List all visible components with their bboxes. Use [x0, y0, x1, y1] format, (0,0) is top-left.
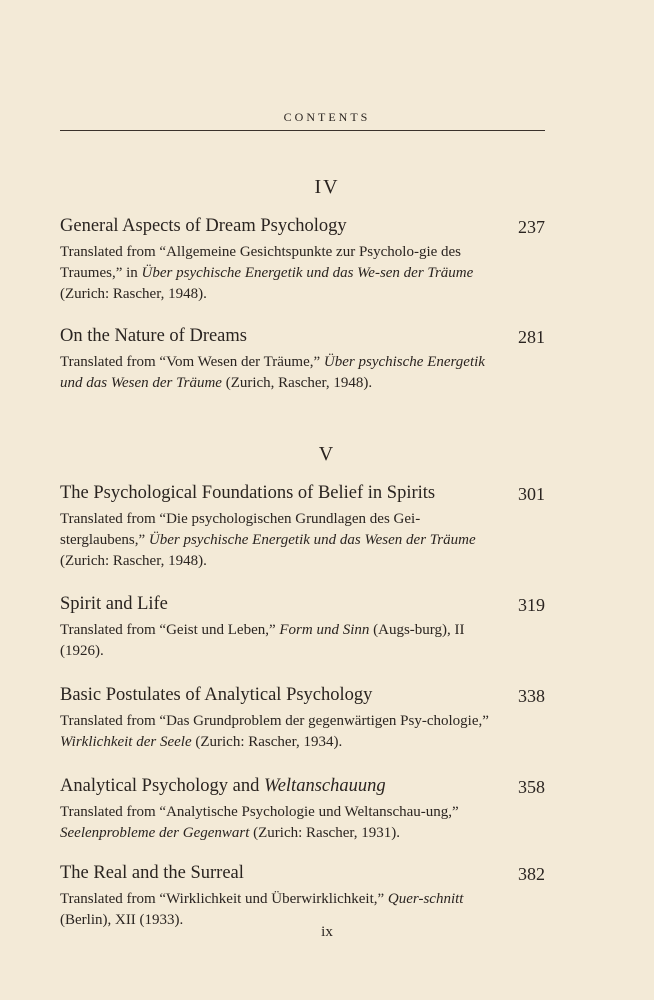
- note-text: (Zurich: Rascher, 1934).: [191, 734, 343, 750]
- note-text: Analytical Psychology and: [60, 776, 264, 796]
- part-heading-iv: IV: [314, 176, 340, 198]
- entry-note: [60, 802, 500, 844]
- entry-note: [60, 242, 500, 305]
- entry-page-number: 301: [518, 484, 545, 504]
- entry-note: [60, 711, 500, 753]
- note-text: Translated from “Wirklichkeit und Überwirklichkeit,”: [60, 891, 388, 907]
- entry-title: The Real and the Surreal: [60, 863, 244, 883]
- entry-note: [60, 509, 500, 572]
- note-text: (Zurich: Rascher, 1931).: [249, 825, 400, 841]
- toc-entry[interactable]: [60, 594, 545, 662]
- entry-title: General Aspects of Dream Psychology: [60, 216, 347, 236]
- note-text: (Zurich: Rascher, 1948).: [60, 553, 207, 569]
- running-head: CONTENTS: [283, 110, 371, 124]
- note-text: (Augs-burg), II (1926).: [60, 622, 465, 659]
- entry-page-number: 281: [518, 327, 545, 347]
- italic-title-text: Über psychische Energetik und das Wesen der Träume: [148, 532, 476, 548]
- italic-title-text: Über psychische Energetik und das Wesen der Träume: [60, 354, 485, 391]
- note-text: Translated from “Analytische Psychologie und Weltanschau-ung,”: [60, 804, 459, 820]
- toc-entry[interactable]: [60, 216, 545, 305]
- italic-title-text: Wirklichkeit der Seele: [60, 734, 192, 750]
- page-folio: ix: [321, 924, 333, 940]
- entry-title: The Psychological Foundations of Belief in Spirits: [60, 483, 436, 503]
- note-text: Translated from “Vom Wesen der Träume,”: [60, 354, 324, 370]
- entry-page-number: 237: [518, 217, 545, 237]
- italic-title-text: Über psychische Energetik und das We-sen der Träume: [141, 265, 474, 281]
- note-text: Translated from “Geist und Leben,”: [60, 622, 280, 638]
- toc-entry[interactable]: [60, 685, 545, 753]
- italic-title-text: Quer-schnitt: [387, 891, 464, 907]
- entry-note: [60, 620, 500, 662]
- entry-title: On the Nature of Dreams: [60, 326, 247, 346]
- entry-note: [60, 352, 500, 394]
- toc-entry[interactable]: [60, 326, 545, 394]
- header-rule: [60, 130, 545, 131]
- entry-page-number: 319: [518, 595, 545, 615]
- entry-title: Spirit and Life: [60, 594, 168, 614]
- entry-page-number: 358: [518, 777, 545, 797]
- entry-title: [60, 776, 386, 796]
- part-heading-v: V: [318, 443, 336, 465]
- entry-page-number: 338: [518, 686, 545, 706]
- entry-title: Basic Postulates of Analytical Psychology: [60, 685, 373, 705]
- italic-title-text: Form und Sinn: [279, 622, 370, 638]
- italic-title-text: Seelenprobleme der Gegenwart: [60, 825, 250, 841]
- toc-entry[interactable]: [60, 863, 545, 931]
- italic-title-text: Weltanschauung: [263, 776, 386, 796]
- toc-entry[interactable]: [60, 483, 545, 572]
- entry-page-number: 382: [518, 864, 545, 884]
- toc-entry[interactable]: [60, 776, 545, 844]
- note-text: Translated from “Allgemeine Gesichtspunkte zur Psycholo-gie des Traumes,” in: [60, 244, 462, 281]
- note-text: (Zurich: Rascher, 1948).: [60, 286, 207, 302]
- note-text: Translated from “Das Grundproblem der gegenwärtigen Psy-chologie,”: [60, 713, 489, 729]
- note-text: (Berlin), XII (1933).: [60, 912, 184, 928]
- note-text: Translated from “Die psychologischen Grundlagen des Gei-sterglaubens,”: [60, 511, 421, 548]
- note-text: (Zurich, Rascher, 1948).: [221, 375, 373, 391]
